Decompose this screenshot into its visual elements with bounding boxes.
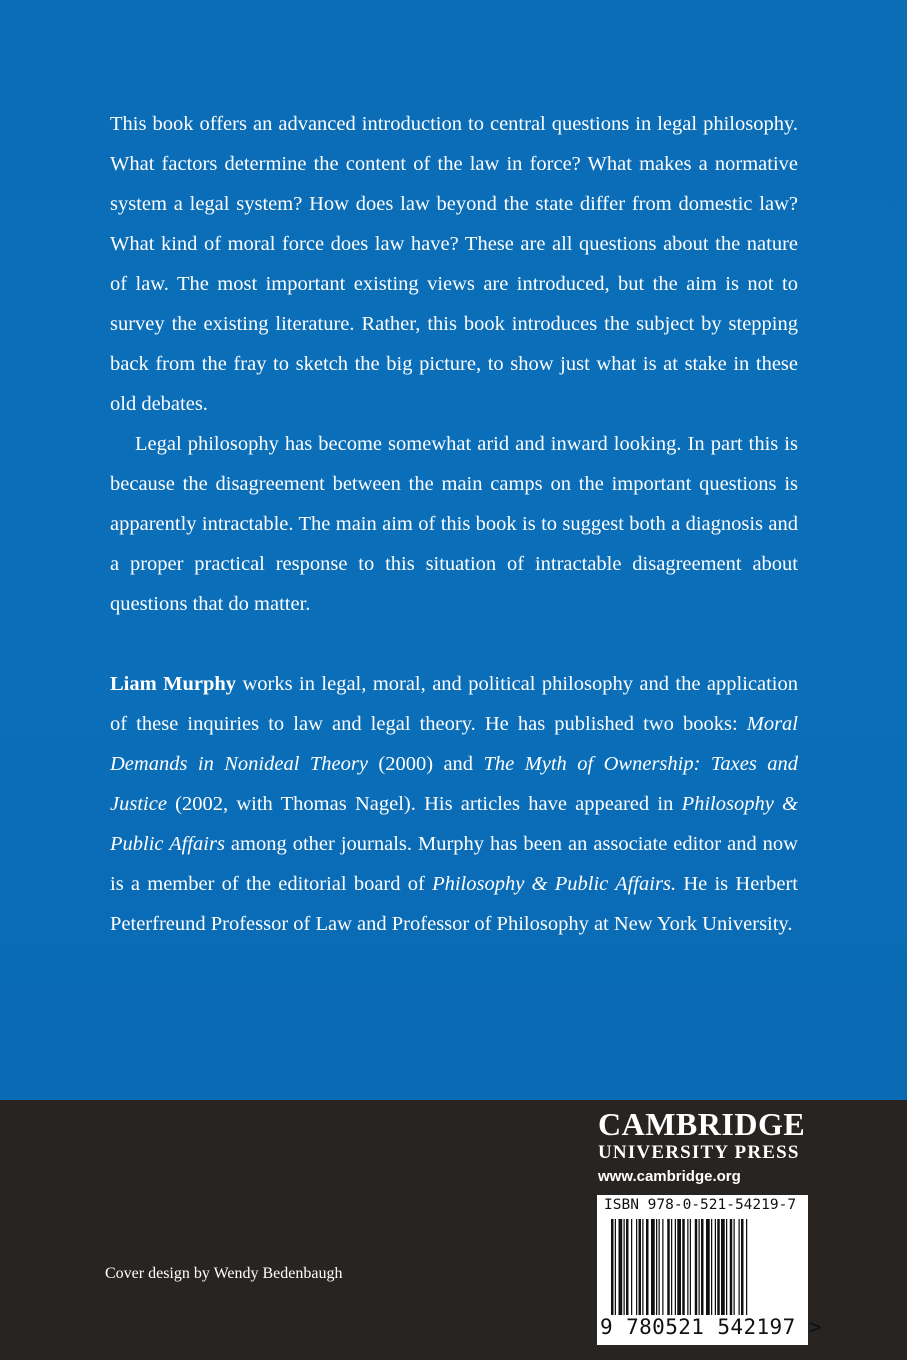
book-title-2: The Myth of Ownership: Taxes and Justice [110, 753, 798, 815]
isbn-label: ISBN 978-0-521-54219-7 [604, 1197, 797, 1213]
barcode-bars [611, 1219, 795, 1315]
barcode-digits: 9 780521 542197 > [600, 1315, 822, 1339]
bio-text-1: works in legal, moral, and political philosophy and the application of these inquiries to law and legal theory. He has published two books: [110, 673, 798, 735]
description-paragraph-2 [110, 424, 798, 624]
publisher-logo [598, 1106, 828, 1188]
journal-title-1: Philosophy & Public Affairs [110, 793, 798, 855]
bio-text-3: (2002, with Thomas Nagel). His articles have appeared in [166, 793, 682, 815]
cover-design-credit: Cover design by Wendy Bedenbaugh [105, 1265, 343, 1282]
description-text-1: This book offers an advanced introduction to central questions in legal philosophy. What factors determine the content of the law in force? What makes a normative system a legal system? How does law beyond the state differ from domestic law? What kind of moral force does law have? These are all questions about the nature of law. The most important existing views are introduced, but the aim is not to survey the existing literature. Rather, this book introduces the subject by stepping back from the fray to sketch the big picture, to show just what is at stake in these old debates. [110, 113, 798, 415]
description-text-2: Legal philosophy has become somewhat arid and inward looking. In part this is because the disagreement between the main camps on the important questions is apparently intractable. The main aim of this book is to suggest both a diagnosis and a proper practical response to this situation of intractable disagreement about questions that do matter. [110, 433, 798, 615]
author-name: Liam Murphy [110, 673, 237, 695]
publisher-name: CAMBRIDGE [598, 1106, 806, 1142]
bio-text-4: among other journals. Murphy has been an associate editor and now is a member of the editorial board of [110, 833, 798, 895]
publisher-subtitle: UNIVERSITY PRESS [598, 1142, 800, 1163]
bio-text-5: He is Herbert Peterfreund Professor of Law and Professor of Philosophy at New York University. [110, 873, 798, 935]
journal-title-2: Philosophy & Public Affairs. [432, 873, 677, 895]
publisher-url: www.cambridge.org [598, 1168, 741, 1185]
isbn-barcode [597, 1195, 822, 1345]
author-bio [110, 664, 798, 944]
author-bio-text [110, 664, 798, 944]
book-title-1: Moral Demands in Nonideal Theory [110, 713, 798, 775]
bio-text-2: (2000) and [367, 753, 484, 775]
description-paragraph-1 [110, 104, 798, 424]
